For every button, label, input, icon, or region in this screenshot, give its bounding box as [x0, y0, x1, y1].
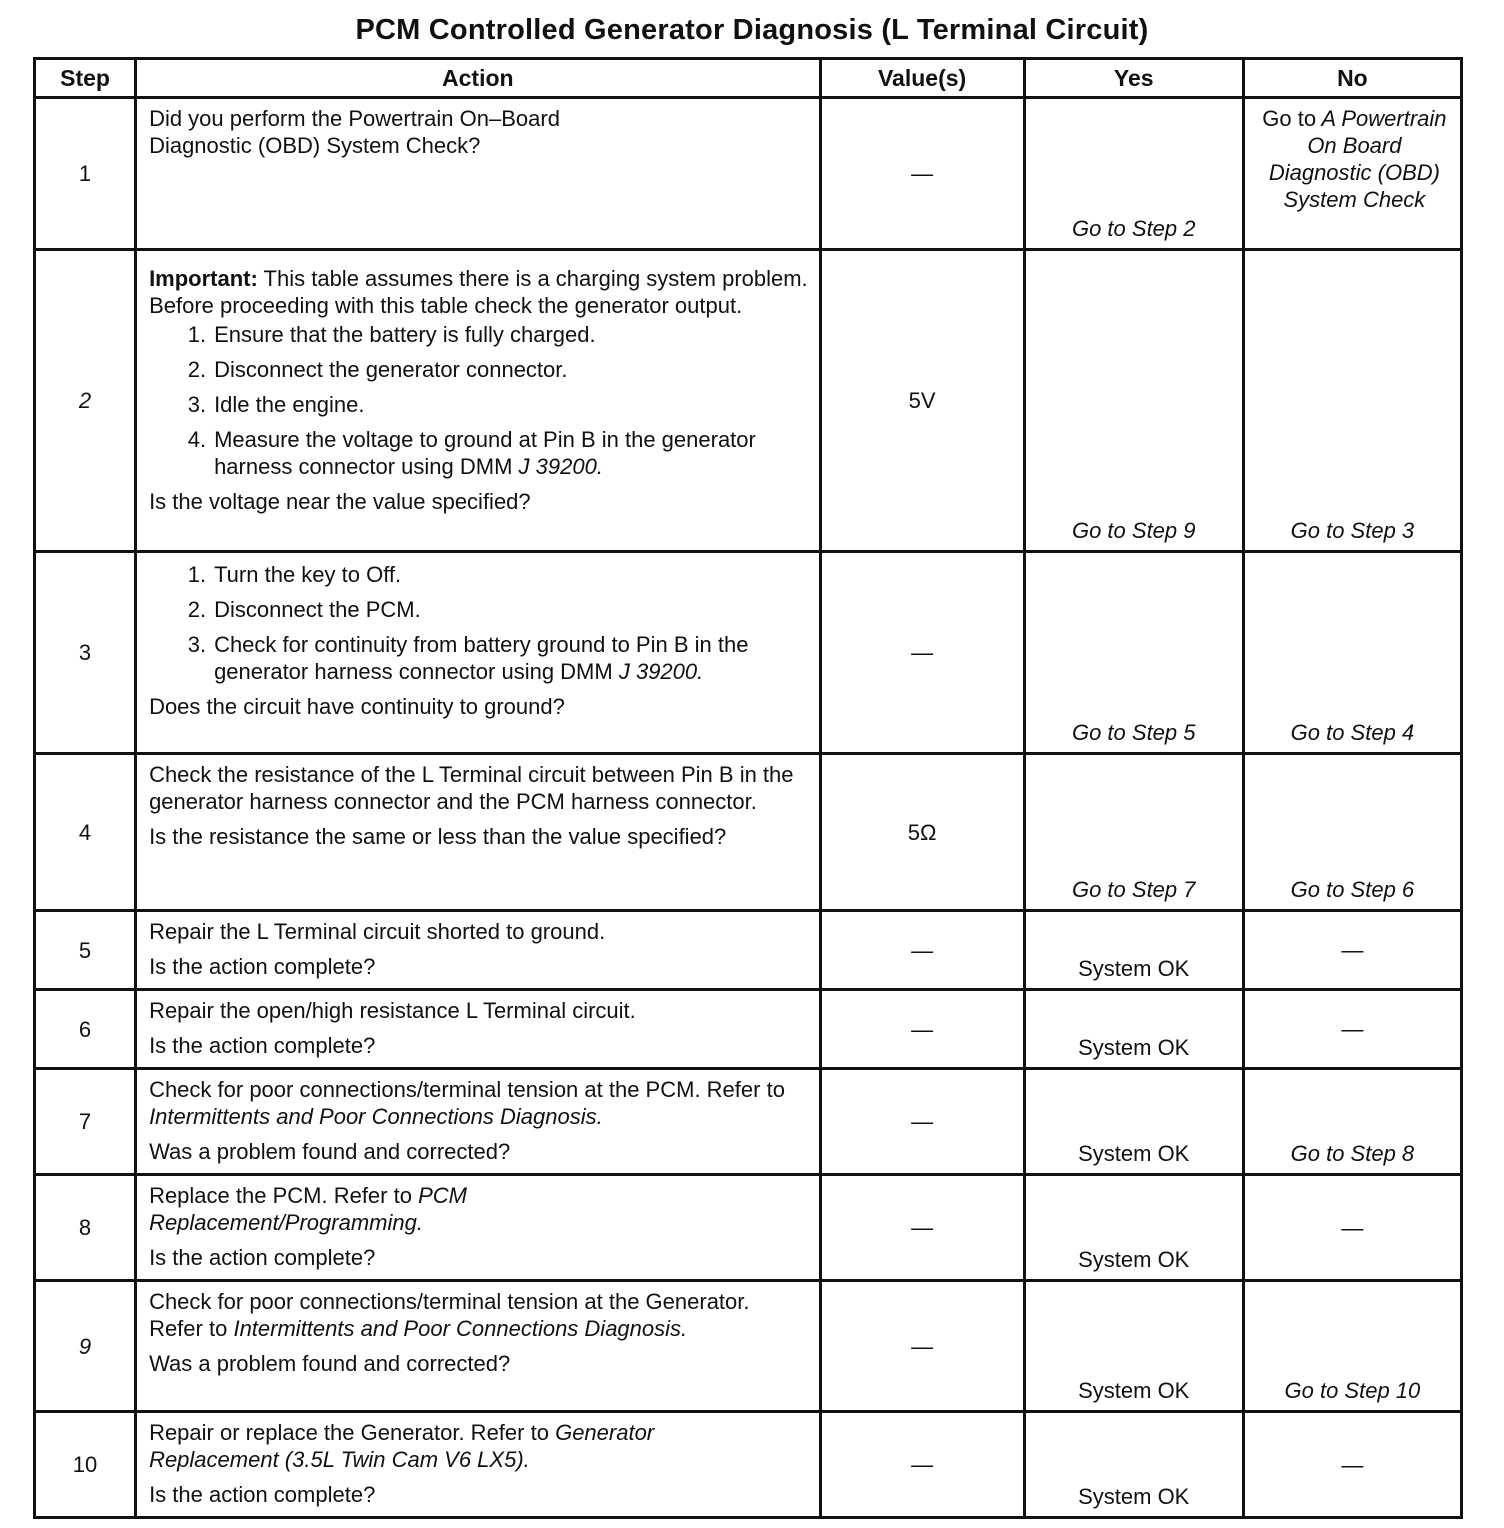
- value-cell: —: [820, 990, 1024, 1069]
- no-result: Go to Step 6: [1290, 877, 1415, 902]
- action-question: Is the action complete?: [149, 1033, 376, 1058]
- yes-cell: [1024, 250, 1243, 552]
- no-cell: [1243, 1069, 1461, 1175]
- yes-cell: [1024, 911, 1243, 990]
- action-cell: [136, 1412, 820, 1518]
- action-text: Repair the L Terminal circuit shorted to ground.: [149, 919, 606, 944]
- action-question: Does the circuit have continuity to ground?: [149, 694, 565, 719]
- action-question: Is the action complete?: [149, 1482, 376, 1507]
- action-question: Was a problem found and corrected?: [149, 1351, 511, 1376]
- yes-cell: [1024, 98, 1243, 250]
- important-text: This table assumes there is a charging system problem. Before proceeding with this table check the generator output.: [149, 266, 808, 318]
- no-cell: [1243, 98, 1461, 250]
- no-result: Go to Step 8: [1290, 1141, 1415, 1166]
- header-action: Action: [136, 59, 820, 98]
- table-row: [35, 1281, 1462, 1412]
- no-result: Go to Step 4: [1290, 720, 1415, 745]
- tool-reference: J 39200.: [618, 659, 704, 684]
- action-cell: [136, 98, 820, 250]
- no-result: Go to Step 3: [1290, 518, 1415, 543]
- no-cell: [1243, 1412, 1461, 1518]
- no-result: —: [1341, 1452, 1364, 1477]
- table-row: [35, 990, 1462, 1069]
- value-cell: —: [820, 98, 1024, 250]
- yes-cell: [1024, 552, 1243, 754]
- table-row: [35, 552, 1462, 754]
- no-cell: [1243, 754, 1461, 911]
- list-item: 1. Ensure that the battery is fully charged.: [187, 322, 596, 347]
- action-text: Repair or replace the Generator. Refer to Generator Replacement (3.5L Twin Cam V6 LX5).: [149, 1420, 655, 1472]
- list-item: 1. Turn the key to Off.: [187, 562, 402, 587]
- step-number: 9: [35, 1281, 136, 1412]
- step-number: 2: [35, 250, 136, 552]
- action-cell: [136, 1175, 820, 1281]
- step-number: 3: [35, 552, 136, 754]
- yes-result: System OK: [1078, 1484, 1190, 1509]
- yes-cell: [1024, 1069, 1243, 1175]
- action-question: Is the resistance the same or less than the value specified?: [149, 824, 727, 849]
- table-row: [35, 98, 1462, 250]
- value-cell: 5Ω: [820, 754, 1024, 911]
- no-reference: A Powertrain On Board Diagnostic (OBD) System Check: [1268, 106, 1447, 212]
- no-result: —: [1341, 1215, 1364, 1240]
- no-result: —: [1341, 1016, 1364, 1042]
- action-text: Check for poor connections/terminal tension at the PCM. Refer to Intermittents and Poor Connections Diagnosis.: [149, 1077, 785, 1129]
- header-yes: Yes: [1024, 59, 1243, 98]
- yes-result: Go to Step 5: [1071, 720, 1196, 745]
- yes-result: Go to Step 2: [1071, 216, 1196, 241]
- step-number: 10: [35, 1412, 136, 1518]
- action-cell: [136, 911, 820, 990]
- list-item: 2. Disconnect the PCM.: [187, 597, 421, 622]
- no-cell: [1243, 911, 1461, 990]
- diagnosis-table: [33, 57, 1463, 1519]
- table-row: [35, 754, 1462, 911]
- yes-cell: [1024, 1281, 1243, 1412]
- header-step: Step: [35, 59, 136, 98]
- yes-result: System OK: [1078, 1141, 1190, 1166]
- action-cell: [136, 552, 820, 754]
- yes-cell: [1024, 1175, 1243, 1281]
- doc-reference: Intermittents and Poor Connections Diagnosis.: [233, 1316, 688, 1341]
- value-cell: —: [820, 1281, 1024, 1412]
- action-question: Is the voltage near the value specified?: [149, 489, 531, 514]
- doc-reference: Generator Replacement (3.5L Twin Cam V6 LX5).: [149, 1420, 655, 1472]
- action-cell: [136, 754, 820, 911]
- action-question: Was a problem found and corrected?: [149, 1139, 511, 1164]
- yes-result: System OK: [1078, 1247, 1190, 1272]
- doc-reference: PCM Replacement/Programming.: [149, 1183, 467, 1235]
- step-number: 5: [35, 911, 136, 990]
- table-row: [35, 250, 1462, 552]
- step-number: 7: [35, 1069, 136, 1175]
- tool-reference: J 39200.: [518, 454, 603, 479]
- yes-result: System OK: [1078, 1378, 1190, 1403]
- header-no: No: [1243, 59, 1461, 98]
- step-number: 4: [35, 754, 136, 911]
- doc-reference: Intermittents and Poor Connections Diagnosis.: [149, 1104, 603, 1129]
- table-header-row: [35, 59, 1462, 98]
- action-question: Is the action complete?: [149, 954, 376, 979]
- instruction-list: [149, 321, 808, 480]
- action-cell: [136, 250, 820, 552]
- yes-cell: [1024, 754, 1243, 911]
- yes-result: Go to Step 9: [1071, 518, 1196, 543]
- yes-cell: [1024, 990, 1243, 1069]
- no-result: [1245, 99, 1460, 213]
- list-item: 4. Measure the voltage to ground at Pin B in the generator harness connector using DMM J 39200.: [187, 427, 756, 479]
- table-row: [35, 1175, 1462, 1281]
- yes-cell: [1024, 1412, 1243, 1518]
- action-text: Check for poor connections/terminal tension at the Generator. Refer to Intermittents and Poor Connections Diagnosis.: [149, 1289, 750, 1341]
- important-note: [149, 265, 808, 319]
- value-cell: 5V: [820, 250, 1024, 552]
- yes-result: Go to Step 7: [1071, 877, 1196, 902]
- value-cell: —: [820, 1069, 1024, 1175]
- no-cell: [1243, 1281, 1461, 1412]
- step-number: 6: [35, 990, 136, 1069]
- action-text: Did you perform the Powertrain On–Board Diagnostic (OBD) System Check?: [149, 106, 560, 158]
- action-question: Is the action complete?: [149, 1245, 376, 1270]
- action-cell: [136, 1281, 820, 1412]
- action-text: Repair the open/high resistance L Terminal circuit.: [149, 998, 636, 1023]
- no-prefix: Go to: [1262, 106, 1317, 131]
- list-item: 3. Idle the engine.: [187, 392, 365, 417]
- action-text: Check the resistance of the L Terminal circuit between Pin B in the generator harness connector and the PCM harness connector.: [149, 762, 794, 814]
- value-cell: —: [820, 911, 1024, 990]
- header-values: Value(s): [820, 59, 1024, 98]
- value-cell: —: [820, 1175, 1024, 1281]
- value-cell: —: [820, 552, 1024, 754]
- list-item: 2. Disconnect the generator connector.: [187, 357, 568, 382]
- no-result: —: [1341, 937, 1364, 963]
- instruction-list: [149, 561, 808, 685]
- step-number: 8: [35, 1175, 136, 1281]
- table-row: [35, 1412, 1462, 1518]
- no-result: Go to Step 10: [1284, 1378, 1421, 1403]
- action-text: Replace the PCM. Refer to PCM Replacement/Programming.: [149, 1183, 467, 1235]
- page-title: PCM Controlled Generator Diagnosis (L Terminal Circuit): [355, 14, 1149, 46]
- no-cell: [1243, 250, 1461, 552]
- action-cell: [136, 990, 820, 1069]
- no-cell: [1243, 990, 1461, 1069]
- no-cell: [1243, 1175, 1461, 1281]
- value-cell: —: [820, 1412, 1024, 1518]
- yes-result: System OK: [1078, 956, 1190, 981]
- no-cell: [1243, 552, 1461, 754]
- table-row: [35, 1069, 1462, 1175]
- list-item: 3. Check for continuity from battery ground to Pin B in the generator harness connector using DMM J 39200.: [187, 632, 749, 684]
- step-number: 1: [35, 98, 136, 250]
- action-cell: [136, 1069, 820, 1175]
- table-row: [35, 911, 1462, 990]
- important-label: Important:: [149, 266, 258, 291]
- yes-result: System OK: [1078, 1035, 1190, 1060]
